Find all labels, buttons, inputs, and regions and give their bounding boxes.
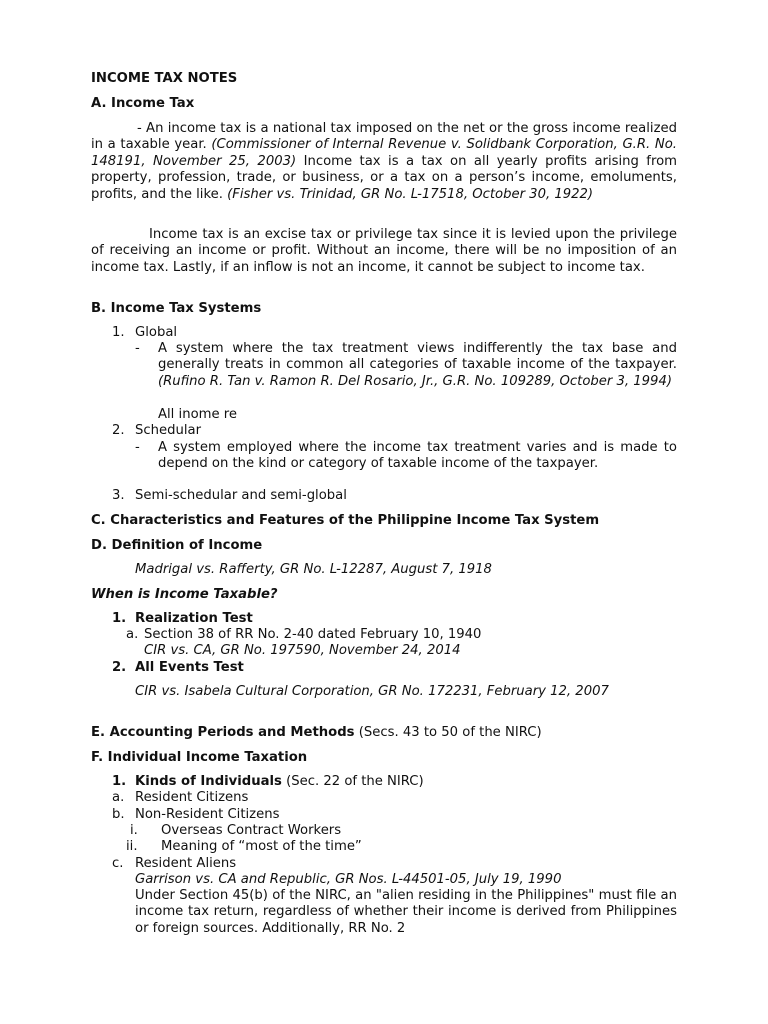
list-item-schedular: Schedular — [135, 423, 201, 438]
citation-isabela: CIR vs. Isabela Cultural Corporation, GR No. 172231, February 12, 2007 — [135, 684, 609, 699]
subheading-income-taxable: When is Income Taxable? — [91, 587, 278, 602]
citation-cir-ca: CIR vs. CA, GR No. 197590, November 24, 2014 — [144, 643, 461, 658]
list-number: 2. — [112, 660, 127, 675]
resident-aliens: Resident Aliens — [135, 856, 237, 871]
list-number: 3. — [112, 488, 125, 503]
list-letter: a. — [126, 627, 139, 642]
section-b-heading: B. Income Tax Systems — [91, 301, 262, 316]
section-e-note: (Secs. 43 to 50 of the NIRC) — [358, 725, 542, 740]
section-a-text-1: - An income tax is a national tax imposed on the net or the gross income realized in a taxable year. — [91, 121, 677, 153]
kinds-note: (Sec. 22 of the NIRC) — [286, 774, 424, 789]
list-dash: - — [135, 440, 140, 455]
section-e-heading: E. Accounting Periods and Methods — [91, 725, 355, 740]
non-resident-citizens: Non-Resident Citizens — [135, 807, 280, 822]
section-a-paragraph-1 — [91, 121, 677, 203]
section-c-heading: C. Characteristics and Features of the Philippine Income Tax System — [91, 513, 600, 528]
section-d-heading: D. Definition of Income — [91, 538, 263, 553]
list-number: 1. — [112, 325, 125, 340]
list-letter: c. — [112, 856, 124, 871]
schedular-description: A system employed where the income tax treatment varies and is made to depend on the kind or category of taxable income of the taxpayer. — [158, 440, 677, 472]
all-events-test-label: All Events Test — [135, 660, 244, 675]
citation-garrison: Garrison vs. CA and Republic, GR Nos. L-44501-05, July 19, 1990 — [135, 872, 562, 887]
kinds-label: Kinds of Individuals — [135, 774, 282, 789]
document-title: INCOME TAX NOTES — [91, 71, 238, 86]
resident-citizens: Resident Citizens — [135, 790, 249, 805]
resident-aliens-paragraph: Under Section 45(b) of the NIRC, an "alien residing in the Philippines" must file an income tax return, regardless of whether their income is derived from Philippines or foreign sources. Additionally, RR No. 2 — [135, 888, 677, 936]
section-e — [91, 725, 677, 741]
overseas-contract-workers: Overseas Contract Workers — [161, 823, 342, 838]
list-roman: i. — [130, 823, 138, 838]
citation-fisher: (Fisher vs. Trinidad, GR No. L-17518, October 30, 1922) — [227, 186, 594, 202]
section-a-paragraph-2: Income tax is an excise tax or privilege tax since it is levied upon the privilege of receiving an income or profit. Without an income, there will be no imposition of an income tax. Lastly, if an inflow is not an income, it cannot be subject to income tax. — [91, 227, 677, 275]
list-dash: - — [135, 341, 140, 356]
section-a-text-2: Income tax is a tax on all yearly profits arising from property, profession, trade, or business, or a tax on a person’s income, emoluments, profits, and the like. — [91, 153, 677, 202]
realization-test-label: Realization Test — [135, 611, 253, 626]
list-number: 2. — [112, 423, 125, 438]
list-number: 1. — [112, 611, 127, 626]
global-description — [158, 341, 677, 390]
most-of-the-time: Meaning of “most of the time” — [161, 839, 362, 854]
section-a-heading: A. Income Tax — [91, 96, 195, 111]
document-page — [91, 0, 677, 1024]
list-letter: b. — [112, 807, 125, 822]
realization-section-text: Section 38 of RR No. 2-40 dated February 10, 1940 — [144, 627, 482, 642]
citation-tan: (Rufino R. Tan v. Ramon R. Del Rosario, Jr., G.R. No. 109289, October 3, 1994) — [158, 373, 672, 389]
global-extra-note: All inome re — [158, 407, 238, 422]
citation-solidbank: (Commissioner of Internal Revenue v. Solidbank Corporation, G.R. No. 148191, November 25, 2003) — [91, 137, 677, 169]
list-item-semi: Semi-schedular and semi-global — [135, 488, 347, 503]
list-roman: ii. — [126, 839, 138, 854]
section-f-heading: F. Individual Income Taxation — [91, 750, 308, 765]
list-item-global: Global — [135, 325, 178, 340]
list-letter: a. — [112, 790, 125, 805]
list-number: 1. — [112, 774, 127, 789]
citation-madrigal: Madrigal vs. Rafferty, GR No. L-12287, August 7, 1918 — [135, 562, 492, 577]
global-desc-text: A system where the tax treatment views indifferently the tax base and generally treats in common all categories of taxable income of the taxpayer. — [158, 341, 677, 373]
kinds-of-individuals — [135, 774, 424, 790]
